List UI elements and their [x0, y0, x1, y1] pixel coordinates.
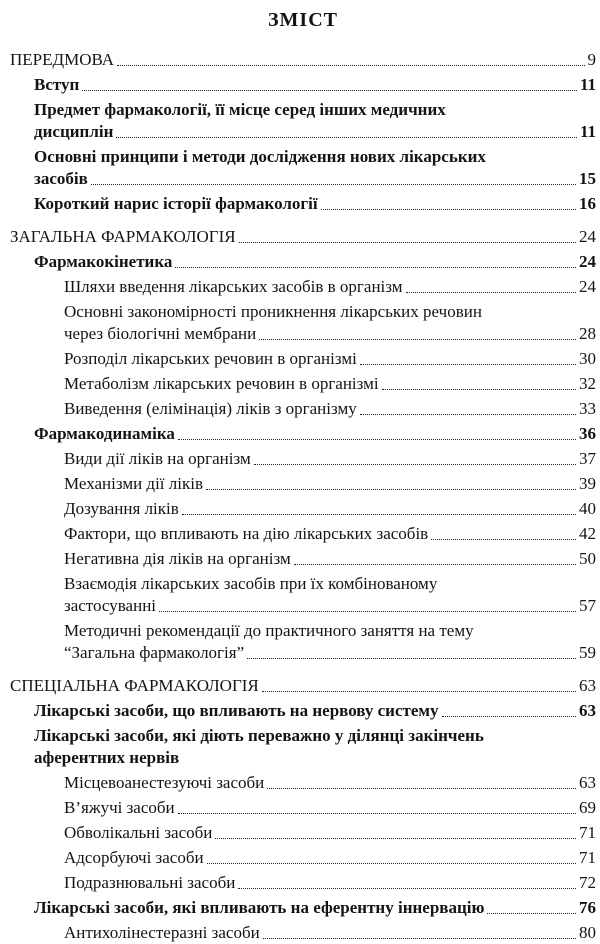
toc-page-number: 33: [579, 399, 596, 418]
toc-entry-title: Метаболізм лікарських речовин в організмі: [64, 374, 379, 393]
toc-entry-title: Місцевоанестезуючі засоби: [64, 773, 265, 792]
toc-entry[interactable]: [10, 675, 596, 697]
dot-leader: [406, 292, 577, 293]
dot-leader: [117, 65, 584, 66]
toc-entry[interactable]: [10, 398, 596, 420]
dot-leader: [263, 938, 576, 939]
toc-entry-title: Види дії ліків на організм: [64, 449, 251, 468]
toc-page-number: 28: [579, 324, 596, 343]
toc-entry-title: Обволікальні засоби: [64, 823, 213, 842]
dot-leader: [360, 414, 576, 415]
toc-entry[interactable]: [10, 373, 596, 395]
dot-leader: [294, 564, 576, 565]
page-title: ЗМІСТ: [268, 9, 338, 31]
dot-leader: [82, 90, 577, 91]
dot-leader: [116, 137, 577, 138]
toc-entry[interactable]: [10, 49, 596, 71]
toc-entry[interactable]: [10, 251, 596, 273]
toc-entry-title: Вступ: [34, 75, 80, 94]
toc-entry-title: Адсорбуючі засоби: [64, 848, 204, 867]
toc-entry[interactable]: [10, 847, 596, 869]
toc-page-number: 24: [579, 277, 596, 296]
toc-entry[interactable]: [10, 448, 596, 470]
toc-entry[interactable]: [10, 146, 596, 190]
toc-page-number: 36: [579, 424, 596, 443]
toc-page-number: 11: [579, 75, 596, 94]
toc-entry-title-continued: “Загальна фармакологія”: [64, 643, 245, 662]
dot-leader: [239, 242, 576, 243]
toc-entry-title: Механізми дії ліків: [64, 474, 203, 493]
toc-entry[interactable]: [10, 498, 596, 520]
toc-entry[interactable]: [10, 797, 596, 819]
toc-entry-title-continued: застосуванні: [64, 596, 157, 615]
toc-entry[interactable]: [10, 772, 596, 794]
dot-leader: [91, 184, 576, 185]
toc-page-number: 76: [579, 898, 596, 917]
toc-page-number: 72: [579, 873, 596, 892]
toc-page-number: 16: [579, 194, 596, 213]
toc-entry-title-continued: через біологічні мембрани: [64, 324, 257, 343]
toc-entry[interactable]: [10, 99, 596, 143]
toc-entry-title: Фармакодинаміка: [34, 424, 175, 443]
toc-entry-title: ЗАГАЛЬНА ФАРМАКОЛОГІЯ: [10, 227, 236, 246]
toc-entry[interactable]: [10, 897, 596, 919]
dot-leader: [206, 489, 576, 490]
toc-page-number: 24: [579, 227, 596, 246]
dot-leader: [175, 267, 576, 268]
toc-entry-title: Взаємодія лікарських засобів при їх комбінованому: [64, 574, 438, 593]
dot-leader: [182, 514, 576, 515]
toc-page-number: 59: [579, 643, 596, 662]
toc-page-number: 39: [579, 474, 596, 493]
toc-entry-title: Основні закономірності проникнення лікарських речовин: [64, 302, 482, 321]
toc-entry[interactable]: [10, 700, 596, 722]
toc-entry[interactable]: [10, 276, 596, 298]
dot-leader: [254, 464, 576, 465]
dot-leader: [431, 539, 576, 540]
toc-page-number: 11: [579, 122, 596, 141]
toc-page-number: 71: [579, 848, 596, 867]
toc-entry[interactable]: [10, 74, 596, 96]
dot-leader: [360, 364, 576, 365]
toc-entry-title: Антихолінестеразні засоби: [64, 923, 260, 942]
toc-page-number: 15: [579, 169, 596, 188]
dot-leader: [207, 863, 576, 864]
toc-entry-title: Методичні рекомендації до практичного заняття на тему: [64, 621, 474, 640]
toc-entry-title: Шляхи введення лікарських засобів в організм: [64, 277, 403, 296]
toc-page-number: 42: [579, 524, 596, 543]
toc-entry[interactable]: [10, 473, 596, 495]
toc-entry[interactable]: [10, 725, 596, 769]
toc-entry-title: Лікарські засоби, які впливають на еферентну іннервацію: [34, 898, 485, 917]
dot-leader: [442, 716, 577, 717]
toc-entry-title: СПЕЦІАЛЬНА ФАРМАКОЛОГІЯ: [10, 676, 259, 695]
toc-entry-title: Фармакокінетика: [34, 252, 173, 271]
toc-entry[interactable]: [10, 348, 596, 370]
toc-entry-title: Розподіл лікарських речовин в організмі: [64, 349, 357, 368]
toc-entry[interactable]: [10, 193, 596, 215]
toc-page-number: 63: [579, 701, 596, 720]
toc-entry-title: Основні принципи і методи дослідження нових лікарських: [34, 147, 486, 166]
toc-entry-title-continued: засобів: [34, 169, 88, 188]
toc-entry-title: Короткий нарис історії фармакології: [34, 194, 318, 213]
toc-entry-title: Лікарські засоби, які діють переважно у ділянці закінчень: [34, 726, 484, 745]
dot-leader: [159, 611, 576, 612]
dot-leader: [382, 389, 576, 390]
toc-page-number: 24: [579, 252, 596, 271]
toc-entry[interactable]: [10, 822, 596, 844]
dot-leader: [262, 691, 576, 692]
dot-leader: [215, 838, 576, 839]
toc-entry[interactable]: [10, 573, 596, 617]
table-of-contents: [10, 49, 596, 944]
toc-entry-title: Дозування ліків: [64, 499, 179, 518]
toc-entry-title: Предмет фармакології, її місце серед інших медичних: [34, 100, 446, 119]
toc-page-number: 32: [579, 374, 596, 393]
toc-entry[interactable]: [10, 226, 596, 248]
toc-entry[interactable]: [10, 620, 596, 664]
dot-leader: [178, 439, 576, 440]
toc-entry[interactable]: [10, 423, 596, 445]
dot-leader: [267, 788, 576, 789]
dot-leader: [247, 658, 576, 659]
toc-page-number: 37: [579, 449, 596, 468]
toc-entry[interactable]: [10, 301, 596, 345]
toc-entry[interactable]: [10, 872, 596, 894]
toc-entry-title: Лікарські засоби, що впливають на нервову систему: [34, 701, 439, 720]
dot-leader: [487, 913, 576, 914]
dot-leader: [238, 888, 576, 889]
dot-leader: [259, 339, 576, 340]
toc-entry[interactable]: [10, 523, 596, 545]
toc-entry[interactable]: [10, 922, 596, 944]
toc-entry-title: ПЕРЕДМОВА: [10, 50, 115, 69]
toc-page-number: 63: [579, 676, 596, 695]
toc-entry-title: Виведення (елімінація) ліків з організму: [64, 399, 357, 418]
toc-page-number: 69: [579, 798, 596, 817]
toc-page-number: 80: [579, 923, 596, 942]
toc-page-number: 63: [579, 773, 596, 792]
toc-page-number: 30: [579, 349, 596, 368]
toc-page-number: 57: [579, 596, 596, 615]
toc-page-number: 50: [579, 549, 596, 568]
toc-page-number: 9: [587, 50, 596, 69]
toc-page-number: 71: [579, 823, 596, 842]
toc-entry-title-continued: аферентних нервів: [34, 748, 180, 767]
toc-page-number: 40: [579, 499, 596, 518]
toc-entry-title: Негативна дія ліків на організм: [64, 549, 291, 568]
toc-entry[interactable]: [10, 548, 596, 570]
toc-entry-title-continued: дисциплін: [34, 122, 114, 141]
toc-entry-title: В’яжучі засоби: [64, 798, 175, 817]
dot-leader: [321, 209, 576, 210]
toc-entry-title: Фактори, що впливають на дію лікарських засобів: [64, 524, 429, 543]
dot-leader: [178, 813, 576, 814]
toc-entry-title: Подразнювальні засоби: [64, 873, 236, 892]
